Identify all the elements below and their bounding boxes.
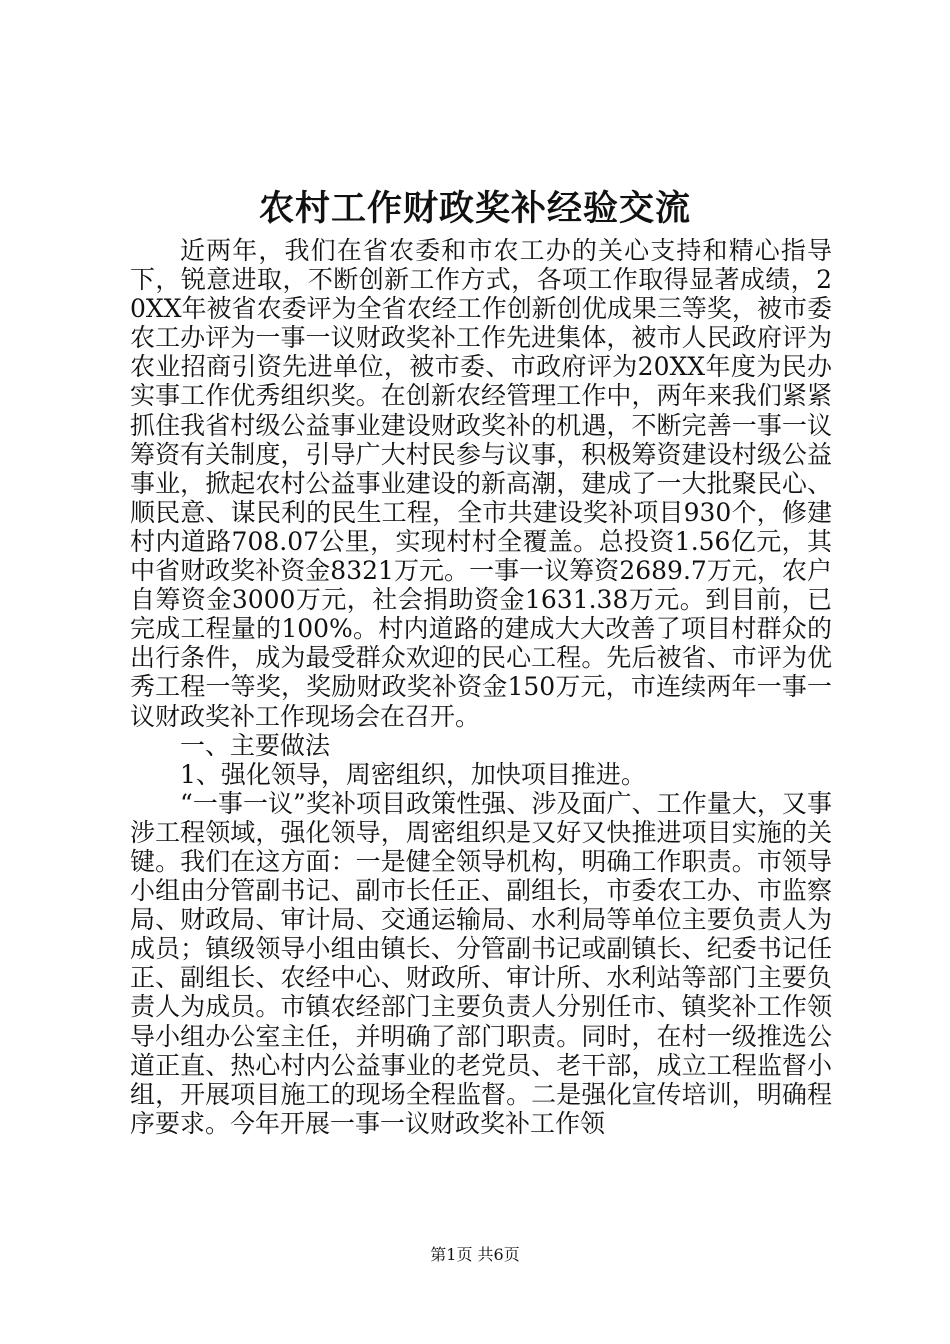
page-footer: 第1页 共6页 [430,1245,520,1264]
document-title: 农村工作财政奖补经验交流 [258,188,691,229]
subsection-heading-leadership: 1、强化领导，周密组织，加快项目推进。 [180,759,646,789]
document-body [130,236,832,1138]
section-heading-main-practices: 一、主要做法 [180,730,331,760]
leadership-paragraph: “一事一议”奖补项目政策性强、涉及面广、工作量大，又事涉工程领域，强化领导，周密组织是又好又快推进项目实施的关键。我们在这方面：一是健全领导机构，明确工作职责。市领导小组由分管副书记、副市长任正、副组长，市委农工办、市监察局、财政局、审计局、交通运输局、水利局等单位主要负责人为成员；镇级领导小组由镇长、分管副书记或副镇长、纪委书记任正、副组长、农经中心、财政所、审计所、水利站等部门主要负责人为成员。市镇农经部门主要负责人分别任市、镇奖补工作领导小组办公室主任，并明确了部门职责。同时，在村一级推选公道正直、热心村内公益事业的老党员、老干部，成立工程监督小组，开展项目施工的现场全程监督。二是强化宣传培训，明确程序要求。今年开展一事一议财政奖补工作领 [130,788,832,1138]
intro-paragraph: 近两年，我们在省农委和市农工办的关心支持和精心指导下，锐意进取，不断创新工作方式，各项工作取得显著成绩，20XX年被省农委评为全省农经工作创新创优成果三等奖，被市委农工办评为一事一议财政奖补工作先进集体，被市人民政府评为农业招商引资先进单位，被市委、市政府评为20XX年度为民办实事工作优秀组织奖。在创新农经管理工作中，两年来我们紧紧抓住我省村级公益事业建设财政奖补的机遇，不断完善一事一议筹资有关制度，引导广大村民参与议事，积极筹资建设村级公益事业，掀起农村公益事业建设的新高潮，建成了一大批聚民心、顺民意、谋民利的民生工程，全市共建设奖补项目930个，修建村内道路708.07公里，实现村村全覆盖。总投资1.56亿元，其中省财政奖补资金8321万元。一事一议筹资2689.7万元，农户自筹资金3000万元，社会捐助资金1631.38万元。到目前，已完成工程量的100%。村内道路的建成大大改善了项目村群众的出行条件，成为最受群众欢迎的民心工程。先后被省、市评为优秀工程一等奖，奖励财政奖补资金150万元，市连续两年一事一议财政奖补工作现场会在召开。 [130,236,832,731]
